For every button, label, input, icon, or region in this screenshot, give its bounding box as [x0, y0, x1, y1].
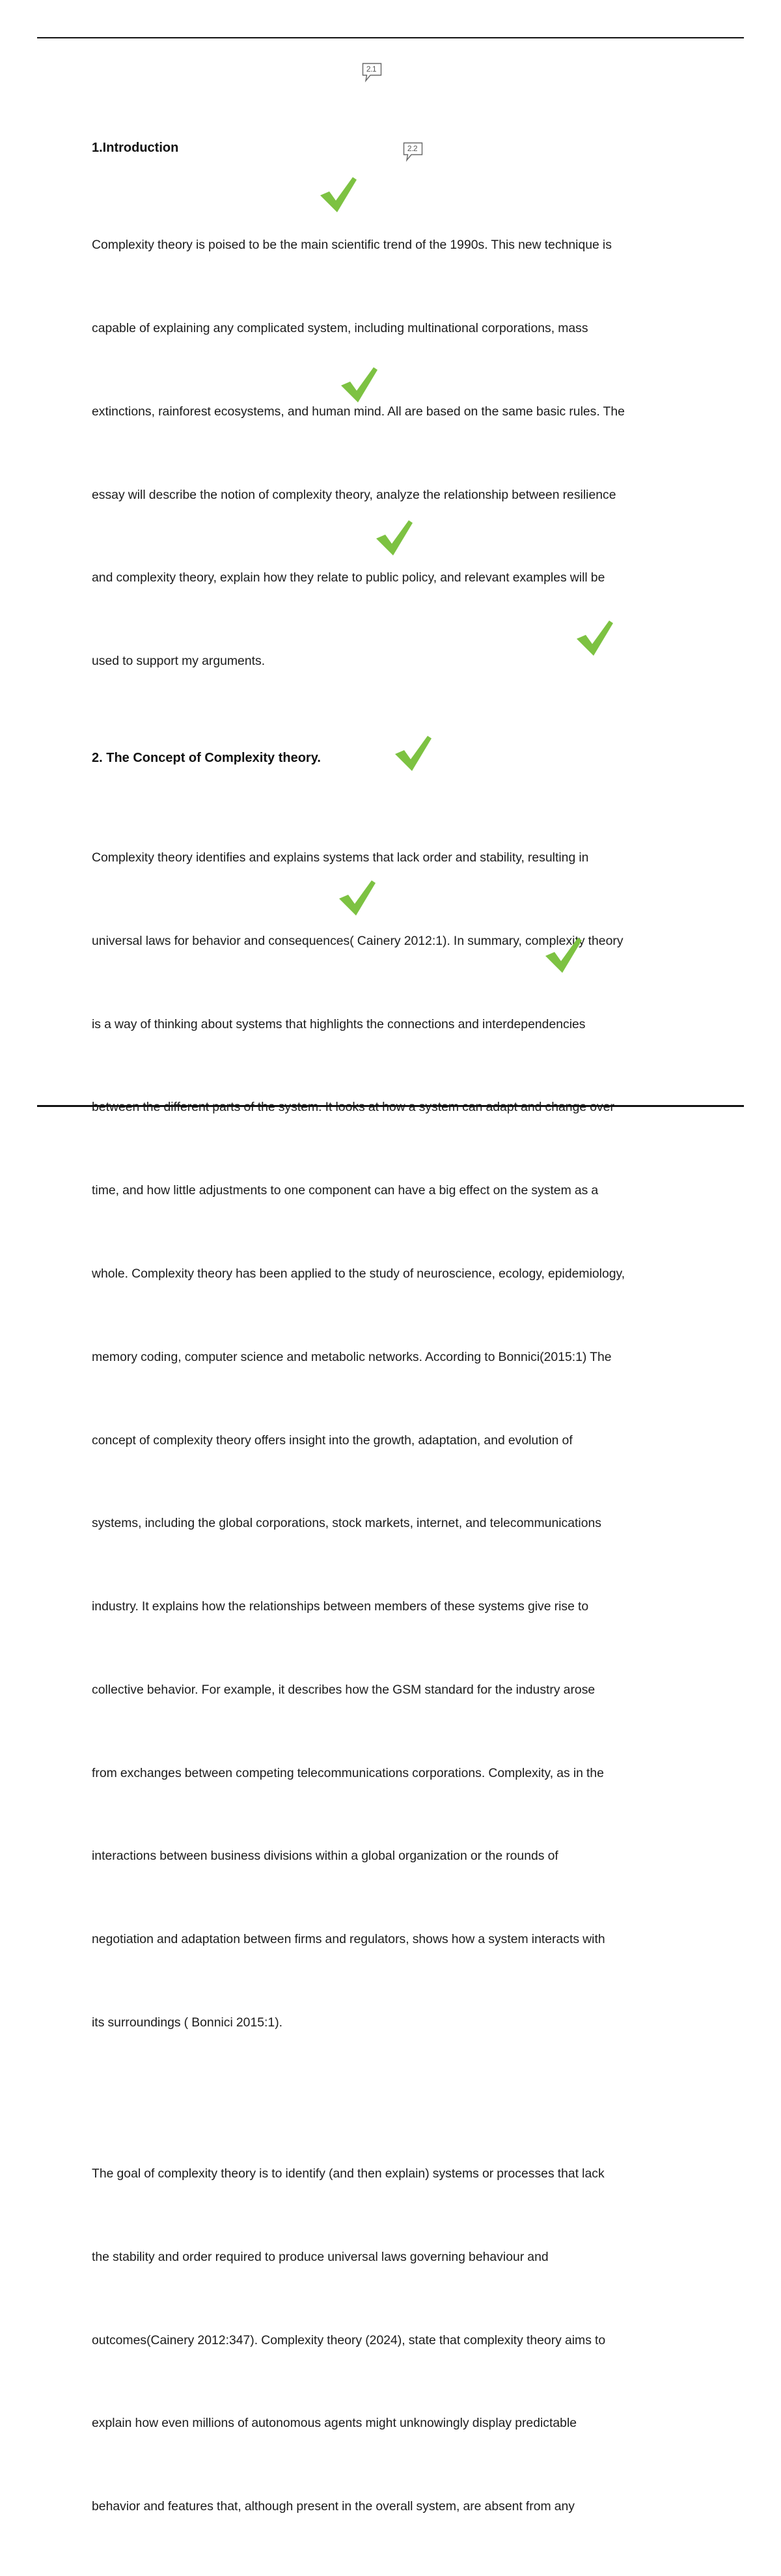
header-rule — [37, 37, 744, 38]
text-line: collective behavior. For example, it describes how the GSM standard for the industry arose — [92, 1682, 596, 1697]
checkmark-icon — [394, 735, 433, 772]
checkmark-icon — [375, 519, 414, 557]
text-line: universal laws for behavior and consequences( Cainery 2012:1). In summary, complexity theory — [92, 933, 623, 948]
document-body — [92, 138, 700, 2576]
text-line: industry. It explains how the relationships between members of these systems give rise to — [92, 1599, 589, 1614]
comment-number: 2.2 — [407, 144, 418, 153]
paragraph-concept-2 — [92, 2105, 700, 2576]
text-line: is a way of thinking about systems that highlights the connections and interdependencies — [92, 1016, 586, 1031]
checkmark-icon — [575, 619, 614, 657]
text-line: capable of explaining any complicated system, including multinational corporations, mass — [92, 320, 588, 335]
text-line: outcomes(Cainery 2012:347). Complexity theory (2024), state that complexity theory aims to — [92, 2332, 606, 2347]
text-line: essay will describe the notion of complexity theory, analyze the relationship between resilience — [92, 487, 616, 502]
text-line: whole. Complexity theory has been applied to the study of neuroscience, ecology, epidemiology, — [92, 1266, 625, 1281]
text-line: The goal of complexity theory is to identify (and then explain) systems or processes that lack — [92, 2166, 605, 2181]
comment-number: 2.1 — [366, 64, 377, 74]
text-line: explain how even millions of autonomous agents might unknowingly display predictable — [92, 2416, 577, 2431]
checkmark-icon — [340, 366, 379, 404]
text-line: systems, including the global corporations, stock markets, internet, and telecommunications — [92, 1516, 601, 1531]
checkmark-icon — [544, 936, 583, 974]
text-line: Complexity theory is poised to be the main scientific trend of the 1990s. This new technique is — [92, 238, 612, 253]
text-line: Complexity theory identifies and explains systems that lack order and stability, resulting in — [92, 850, 589, 865]
text-line: memory coding, computer science and metabolic networks. According to Bonnici(2015:1) The — [92, 1349, 612, 1364]
text-line: between the different parts of the system. It looks at how a system can adapt and change over — [92, 1100, 614, 1115]
heading-concept: 2. The Concept of Complexity theory. — [92, 750, 321, 765]
text-line: time, and how little adjustments to one component can have a big effect on the system as a — [92, 1183, 599, 1198]
text-line: negotiation and adaptation between firms and regulators, shows how a system interacts with — [92, 1932, 605, 1947]
checkmark-icon — [319, 176, 358, 214]
paragraph-concept-1 — [92, 789, 700, 2092]
footer-rule — [37, 1105, 744, 1107]
checkmark-icon — [338, 879, 377, 917]
text-line: used to support my arguments. — [92, 654, 266, 669]
text-line: its surroundings ( Bonnici 2015:1). — [92, 2015, 283, 2030]
text-line: the stability and order required to produce universal laws governing behaviour and — [92, 2249, 549, 2264]
text-line: behavior and features that, although present in the overall system, are absent from any — [92, 2499, 575, 2514]
text-line: extinctions, rainforest ecosystems, and human mind. All are based on the same basic rules. The — [92, 404, 625, 419]
text-line: concept of complexity theory offers insight into the growth, adaptation, and evolution of — [92, 1433, 573, 1448]
comment-marker-2-1[interactable] — [362, 63, 383, 86]
text-line: and complexity theory, explain how they relate to public policy, and relevant examples will be — [92, 570, 605, 585]
text-line: from exchanges between competing telecommunications corporations. Complexity, as in the — [92, 1765, 604, 1780]
heading-introduction: 1.Introduction — [92, 141, 179, 155]
text-line: interactions between business divisions within a global organization or the rounds of — [92, 1849, 558, 1864]
